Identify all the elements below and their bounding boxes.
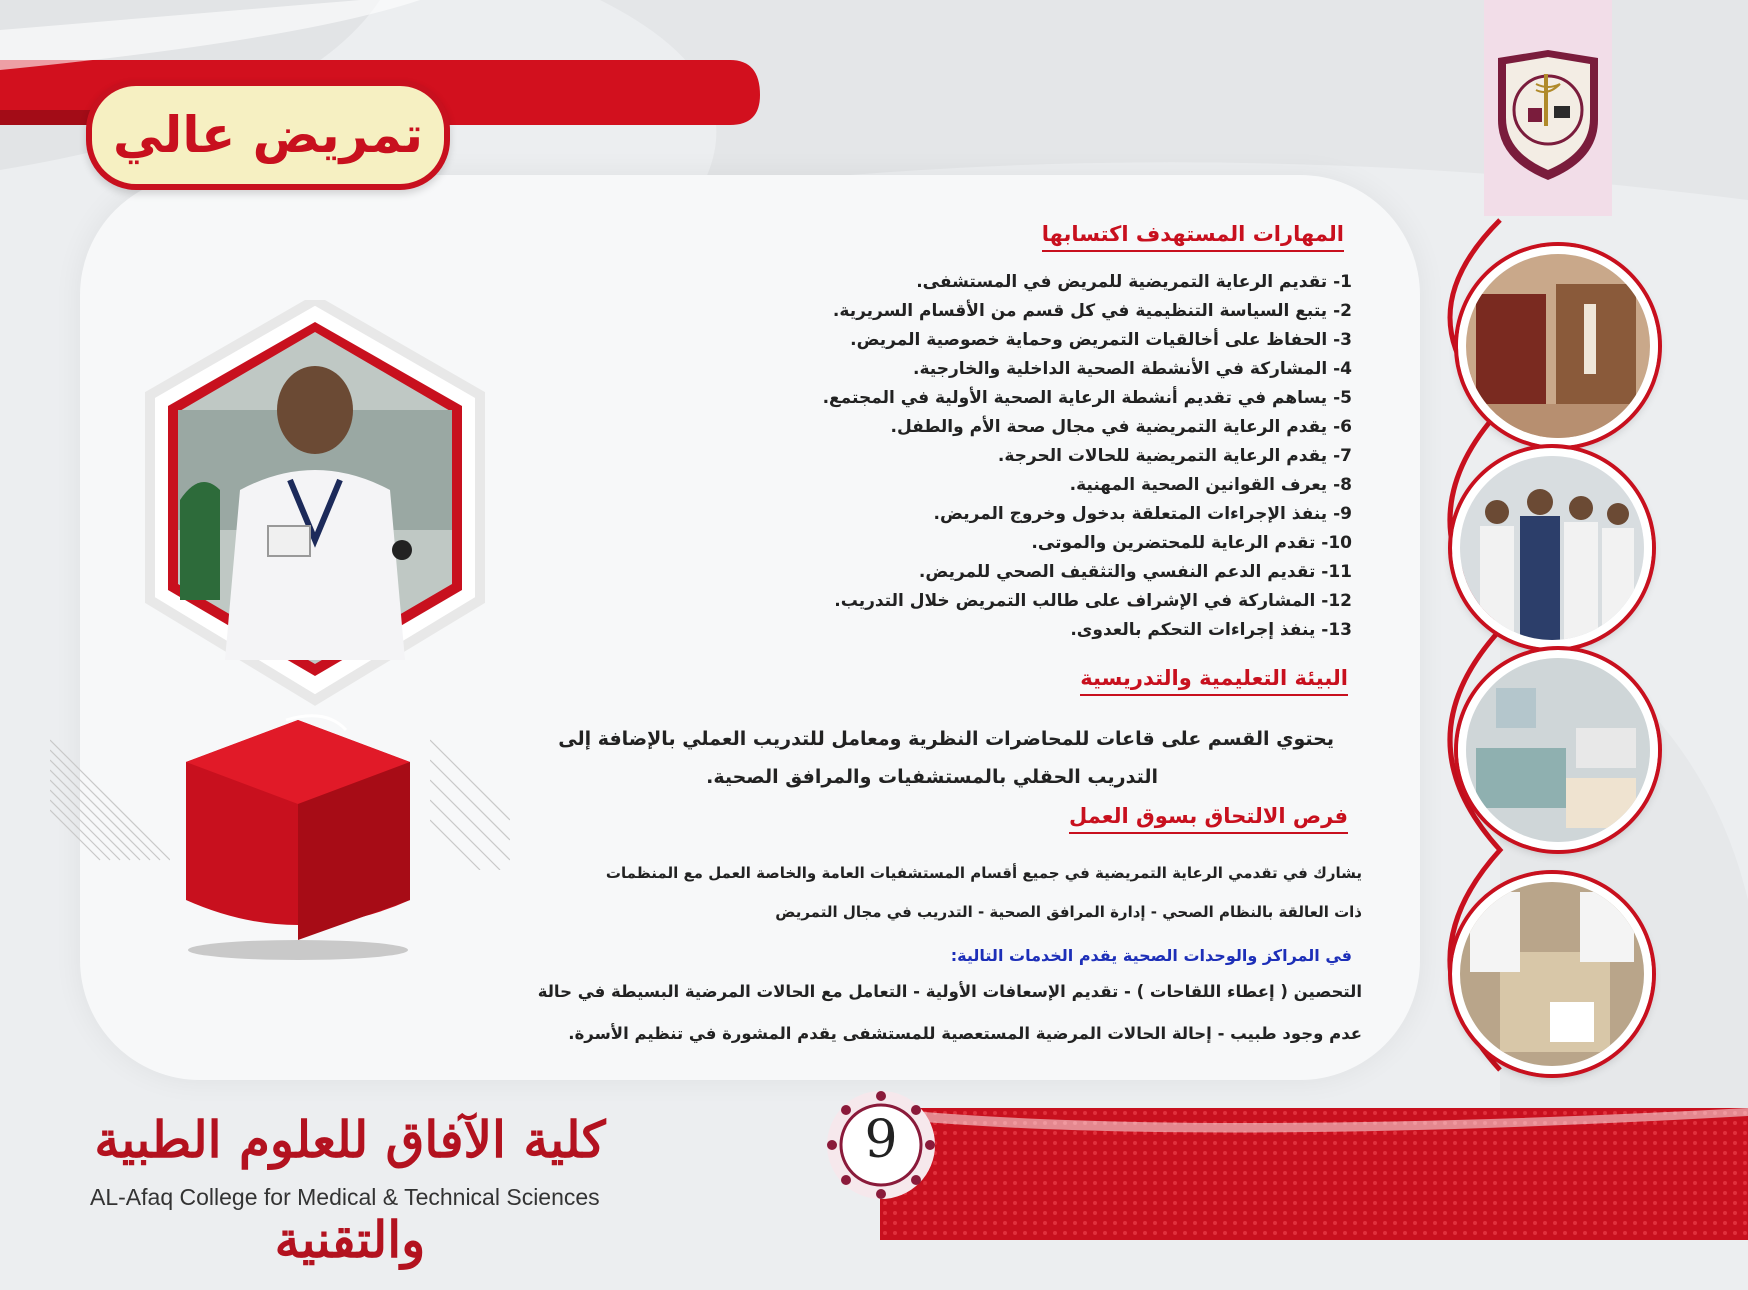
college-name-english: AL-Afaq College for Medical & Technical Sciences (90, 1184, 600, 1210)
hatch-decoration-right (430, 730, 510, 870)
skills-heading: المهارات المستهدف اكتسابها (1042, 222, 1344, 252)
jobs-text-line2: ذات العالقة بالنظام الصحي - إدارة المرافق الصحية - التدريب في مجال التمريض (775, 903, 1362, 921)
photo-students-group (1452, 448, 1652, 648)
services-text-line2: عدم وجود طبيب - إحالة الحالات المرضية المستعصية للمستشفى يقدم المشورة في تنظيم الأسرة. (568, 1024, 1362, 1043)
list-item: 2- يتبع السياسة التنظيمية في كل قسم من الأقسام السريرية. (832, 301, 1352, 321)
page-title: تمريض عالي (112, 106, 424, 164)
photo-clinical-ward (1458, 650, 1658, 850)
list-item: 5- يساهم في تقديم أنشطة الرعاية الصحية الأولية في المجتمع. (822, 388, 1352, 408)
list-item: 12- المشاركة في الإشراف على طالب التمريض خلال التدريب. (834, 591, 1352, 611)
photo-practical-training (1452, 874, 1652, 1074)
nurse-photo-hexagon (140, 300, 490, 720)
services-text-line1: التحصين ( إعطاء اللقاحات ) - تقديم الإسعافات الأولية - التعامل مع الحالات المرضية البسيطة في حالة (537, 982, 1362, 1001)
college-name-arabic: كلية الآفاق للعلوم الطبية والتقنية (94, 1110, 606, 1269)
list-item: 6- يقدم الرعاية التمريضية في مجال صحة الأم والطفل. (890, 417, 1352, 437)
list-item: 11- تقديم الدعم النفسي والتثقيف الصحي للمريض. (918, 562, 1352, 582)
hatch-decoration-left (50, 730, 170, 870)
jobs-heading: فرص الالتحاق بسوق العمل (1069, 804, 1348, 834)
list-item: 10- تقدم الرعاية للمحتضرين والموتى. (1031, 533, 1352, 553)
list-item: 4- المشاركة في الأنشطة الصحية الداخلية والخارجية. (913, 359, 1352, 379)
footer-pattern-band (880, 1108, 1748, 1240)
environment-text-line1: يحتوي القسم على قاعات للمحاضرات النظرية ومعامل للتدريب العملي بالإضافة إلى (558, 728, 1334, 750)
environment-text-line2: التدريب الحقلي بالمستشفيات والمرافق الصحية. (706, 766, 1158, 788)
college-crest-icon (1492, 50, 1604, 182)
list-item: 13- ينفذ إجراءات التحكم بالعدوى. (1070, 620, 1352, 640)
photo-lab-room (1458, 246, 1658, 446)
skills-list (572, 268, 1352, 645)
environment-heading: البيئة التعليمية والتدريسية (1080, 666, 1348, 696)
page-title-badge (86, 80, 450, 190)
list-item: 1- تقديم الرعاية التمريضية للمريض في المستشفى. (916, 272, 1352, 292)
page-number: 9 (864, 1110, 898, 1170)
red-cube-pedestal (176, 700, 420, 960)
services-heading: في المراكز والوحدات الصحية يقدم الخدمات التالية: (950, 946, 1352, 965)
jobs-text-line1: يشارك في تقدمي الرعاية التمريضية في جميع أقسام المستشفيات العامة والخاصة العمل مع المنظمات (605, 864, 1362, 882)
list-item: 8- يعرف القوانين الصحية المهنية. (1069, 475, 1352, 495)
list-item: 7- يقدم الرعاية التمريضية للحالات الحرجة. (997, 446, 1352, 466)
list-item: 3- الحفاظ على أخالقيات التمريض وحماية خصوصية المريض. (850, 330, 1352, 350)
list-item: 9- ينفذ الإجراءات المتعلقة بدخول وخروج المريض. (933, 504, 1352, 524)
